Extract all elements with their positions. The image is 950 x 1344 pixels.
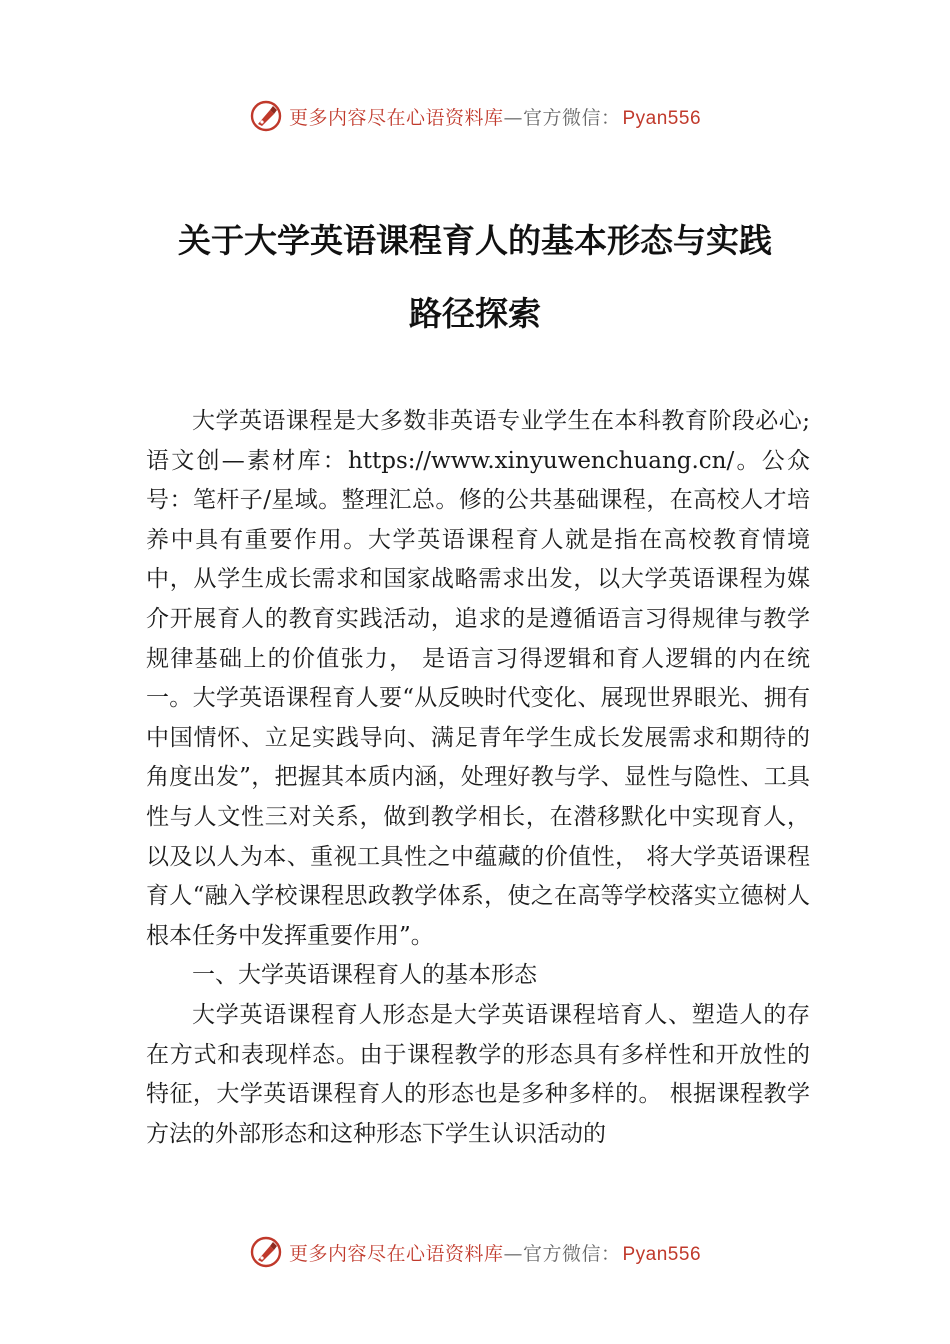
body-paragraph-2: 大学英语课程育人形态是大学英语课程培育人、塑造人的存在方式和表现样态。由于课程教学的形态具有多样性和开放性的特征，大学英语课程育人的形态也是多种多样的。 根据课程教学方法的外部形态和这种形态下学生认识活动的 [146,1001,810,1147]
banner-wechat-id: Pyan556 [622,1243,702,1265]
page-title-line-2: 路径探索 [409,294,541,333]
banner-prefix: 更多内容尽在心语资料库 [288,1242,504,1265]
banner-dash: — [503,106,523,129]
banner-text [289,1239,701,1266]
banner-wechat-label: 官方微信： [522,106,621,129]
body-paragraph-1: 大学英语课程是大多数非英语专业学生在本科教育阶段必心;语文创—素材库：https://www.xinyuwenchuang.cn/。公众号：笔杆子/星域。整理汇总。修的公共基础课程，在高校人才培养中具有重要作用。大学英语课程育人就是指在高校教育情境中，从学生成长需求和国家战略需求出发，以大学英语课程为媒介开展育人的教育实践活动，追求的是遵循语言习得规律与教学规律基础上的价值张力， 是语言习得逻辑和育人逻辑的内在统一。大学英语课程育人要“从反映时代变化、展现世界眼光、拥有中国情怀、立足实践导向、满足青年学生成长发展需求和期待的角度出发”，把握其本质内涵，处理好教与学、显性与隐性、工具性与人文性三对关系，做到教学相长，在潜移默化中实现育人，以及以人为本、重视工具性之中蕴藏的价值性， 将大学英语课程育人“融入学校课程思政教学体系，使之在高等学校落实立德树人根本任务中发挥重要作用”。 [146,408,810,949]
document-body [146,402,810,1154]
banner-prefix: 更多内容尽在心语资料库 [288,106,504,129]
pen-nib-logo-icon [249,99,283,133]
banner-wechat-id: Pyan556 [622,107,702,129]
footer-banner [0,1232,950,1272]
banner-wechat-label: 官方微信： [522,1242,621,1265]
section-heading-1: 一、大学英语课程育人的基本形态 [192,962,537,989]
pen-nib-logo-icon [249,1235,283,1269]
page-title-line-1: 关于大学英语课程育人的基本形态与实践 [178,221,772,260]
banner-text [289,103,701,130]
banner-dash: — [503,1242,523,1265]
header-banner [0,96,950,136]
